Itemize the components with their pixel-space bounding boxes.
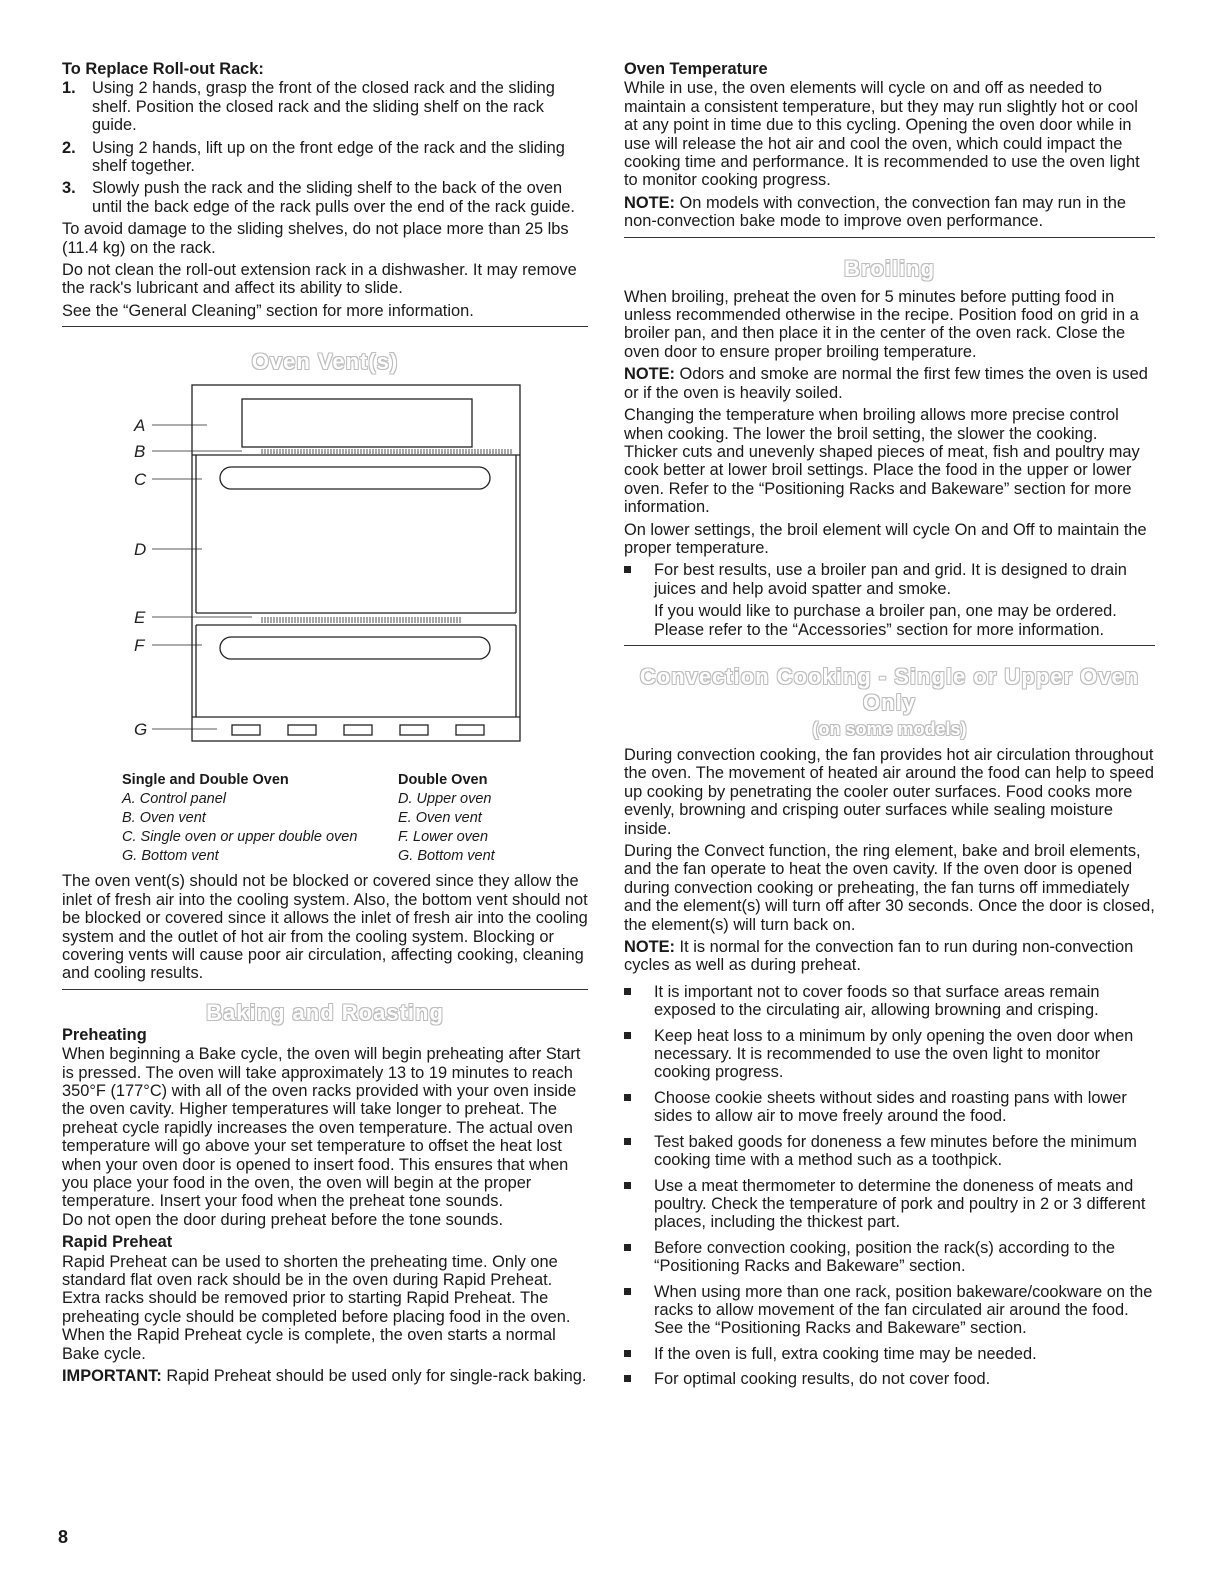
list-item — [624, 561, 1155, 598]
legend-item: A. Control panel — [122, 791, 226, 808]
broiling-note — [624, 365, 1155, 402]
bullet-text: When using more than one rack, position bakeware/cookware on the racks to allow movement of the fan circulated air around the food. See the “Positioning Racks and Bakeware” section. — [654, 1282, 1153, 1338]
legend-column-double — [398, 771, 588, 866]
broiling-temperature-paragraph: Changing the temperature when broiling allows more precise control when cooking. The lower the broil setting, the slower the cooking. Thicker cuts and unevenly shaped pieces of meat, fish and poultry may cook better at lower broil settings. Place the food in the upper or lower oven. Refer to the “Positioning Racks and Bakeware” section for more information. — [624, 406, 1140, 517]
legend-item: E. Oven vent — [398, 810, 482, 827]
bullet-square-icon — [624, 1094, 631, 1101]
list-item — [624, 983, 1155, 1020]
note-label: NOTE: — [624, 938, 675, 957]
step-number: 1. — [62, 79, 76, 98]
left-column — [62, 60, 588, 1389]
bullet-square-icon — [624, 988, 631, 995]
step-item — [62, 139, 588, 176]
replace-rack-heading: To Replace Roll-out Rack: — [62, 60, 264, 78]
step-number: 3. — [62, 179, 76, 198]
diagram-label-b: B — [134, 442, 146, 462]
diagram-label-e: E — [134, 608, 146, 628]
divider — [624, 645, 1155, 646]
legend-column-single-double — [122, 771, 398, 866]
convection-paragraph: During convection cooking, the fan provides hot air circulation throughout the oven. The movement of heated air around the food can help to speed up cooking by penetrating the cooler outer surfaces. Food cooks more evenly, browning and crisping outer surfaces while sealing moisture inside. — [624, 745, 1155, 838]
broiling-bullets — [624, 561, 1155, 598]
oven-diagram-svg — [62, 381, 588, 771]
replace-rack-steps — [62, 79, 588, 216]
middle-oven-vent — [262, 617, 460, 623]
convection-subtitle: (on some models) — [812, 718, 967, 739]
see-cleaning-paragraph: See the “General Cleaning” section for more information. — [62, 301, 474, 320]
upper-oven-vent — [262, 449, 511, 454]
legend-heading: Single and Double Oven — [122, 772, 289, 789]
note-label: NOTE: — [624, 193, 675, 212]
step-item — [62, 179, 588, 216]
oven-vents-title: Oven Vent(s) — [251, 349, 399, 375]
rapid-preheat-paragraph: Rapid Preheat can be used to shorten the preheating time. Only one standard flat oven rack should be in the oven during Rapid Preheat. Extra racks should be removed prior to starting Rapid Preheat. The preheating cycle should be completed before placing food in the oven. When the Rapid Preheat cycle is complete, the oven starts a normal Bake cycle. — [62, 1252, 571, 1363]
divider — [62, 326, 588, 327]
bullet-square-icon — [624, 566, 631, 573]
diagram-legend — [62, 771, 588, 866]
bullet-text: Choose cookie sheets without sides and roasting pans with lower sides to allow air to move freely around the food. — [654, 1088, 1127, 1126]
bullet-text: It is important not to cover foods so that surface areas remain exposed to the circulating air, allowing browning and crisping. — [654, 982, 1100, 1020]
preheating-heading: Preheating — [62, 1025, 147, 1044]
convect-function-paragraph: During the Convect function, the ring element, bake and broil elements, and the fan operate to heat the oven cavity. If the oven door is opened during convection cooking or preheating, the fan turns off immediately and the element(s) will turn off after 30 seconds. Once the door is closed, the element(s) will turn back on. — [624, 842, 1155, 934]
diagram-label-c: C — [134, 470, 147, 490]
list-item — [624, 1177, 1155, 1232]
legend-item: G. Bottom vent — [398, 848, 495, 865]
oven-temperature-paragraph: While in use, the oven elements will cycle on and off as needed to maintain a consistent temperature, but they may run slightly hot or cool at any point in time due to this cycling. Opening the oven door while in use will release the hot air and cool the oven, which could impact the cooking time and performance. It is recommended to use the oven light to monitor cooking progress. — [624, 79, 1140, 190]
convection-note — [624, 938, 1155, 975]
control-panel-display — [242, 399, 472, 447]
list-item — [624, 1370, 1155, 1388]
dishwasher-paragraph: Do not clean the roll-out extension rack in a dishwasher. It may remove the rack's lubricant and affect its ability to slide. — [62, 261, 577, 298]
step-number: 2. — [62, 138, 76, 157]
bullet-square-icon — [624, 1288, 631, 1295]
baking-roasting-title: Baking and Roasting — [206, 999, 444, 1025]
divider — [62, 989, 588, 990]
step-text: Using 2 hands, grasp the front of the closed rack and the sliding shelf. Position the closed rack and the sliding shelf on the rack guide. — [92, 79, 555, 135]
oven-body — [192, 385, 520, 741]
bullet-square-icon — [624, 1375, 631, 1382]
step-item — [62, 79, 588, 134]
upper-oven-handle — [220, 467, 490, 489]
list-item — [624, 1345, 1155, 1363]
diagram-label-a: A — [134, 416, 146, 436]
bullet-text: Keep heat loss to a minimum by only opening the oven door when necessary. It is recommended to use the oven light to monitor cooking progress. — [654, 1026, 1134, 1082]
broiler-pan-paragraph: If you would like to purchase a broiler pan, one may be ordered. Please refer to the “Accessories” section for more information. — [654, 602, 1117, 639]
preheating-paragraph: When beginning a Bake cycle, the oven will begin preheating after Start is pressed. The oven will take approximately 13 to 19 minutes to reach 350°F (177°C) with all of the oven racks provided with your oven inside the oven cavity. Higher temperatures will take longer to preheat. The preheat cycle rapidly increases the oven temperature. The actual oven temperature will go above your set temperature to offset the heat lost when your oven door is opened to insert food. This ensures that when you place your food in the oven, the oven will begin at the proper temperature. Insert your food when the preheat tone sounds. — [62, 1045, 581, 1211]
diagram-label-f: F — [134, 636, 145, 656]
list-item — [624, 1089, 1155, 1126]
page-number: 8 — [58, 1527, 69, 1547]
bullet-text: For optimal cooking results, do not cover food. — [654, 1370, 991, 1389]
bullet-text: If the oven is full, extra cooking time may be needed. — [654, 1344, 1037, 1363]
oven-temperature-heading: Oven Temperature — [624, 60, 768, 78]
list-item — [624, 1239, 1155, 1276]
note-text: Odors and smoke are normal the first few times the oven is used or if the oven is heavily soiled. — [624, 365, 1148, 402]
legend-heading: Double Oven — [398, 772, 488, 789]
diagram-label-d: D — [134, 540, 147, 560]
note-text: On models with convection, the convection fan may run in the non-convection bake mode to improve oven performance. — [624, 193, 1126, 231]
right-column — [624, 60, 1155, 1396]
convection-bullets — [624, 983, 1155, 1389]
lower-oven-handle — [220, 637, 490, 659]
bullet-text: Before convection cooking, position the rack(s) according to the “Positioning Racks and Bakeware” section. — [654, 1238, 1116, 1276]
list-item — [624, 1133, 1155, 1170]
diagram-label-g: G — [134, 720, 148, 740]
rapid-preheat-heading: Rapid Preheat — [62, 1233, 173, 1252]
legend-item: C. Single oven or upper double oven — [122, 829, 358, 846]
preheating-door-paragraph: Do not open the door during preheat before the tone sounds. — [62, 1210, 504, 1229]
legend-item: B. Oven vent — [122, 810, 206, 827]
bullet-square-icon — [624, 1350, 631, 1357]
legend-item: F. Lower oven — [398, 829, 489, 846]
bullet-square-icon — [624, 1244, 631, 1251]
bullet-text: Use a meat thermometer to determine the doneness of meats and poultry. Check the temperature of pork and poultry in 2 or 3 different places, including the thickest part. — [654, 1176, 1146, 1232]
note-text: It is normal for the convection fan to run during non-convection cycles as well as during preheat. — [624, 938, 1134, 975]
broiling-title: Broiling — [843, 255, 936, 281]
temperature-note — [624, 194, 1155, 231]
bullet-square-icon — [624, 1032, 631, 1039]
legend-item: G. Bottom vent — [122, 848, 219, 865]
bullet-square-icon — [624, 1138, 631, 1145]
list-item — [624, 1027, 1155, 1082]
step-text: Slowly push the rack and the sliding shelf to the back of the oven until the back edge of the rack pulls over the end of the rack guide. — [92, 179, 575, 216]
bottom-vent-slot — [232, 725, 260, 735]
legend-item: D. Upper oven — [398, 791, 492, 808]
bottom-vent-slot — [344, 725, 372, 735]
note-label: NOTE: — [624, 365, 675, 384]
damage-paragraph: To avoid damage to the sliding shelves, do not place more than 25 lbs (11.4 kg) on the rack. — [62, 220, 569, 257]
oven-diagram — [62, 381, 588, 771]
important-paragraph — [62, 1367, 588, 1385]
bottom-vent-slot — [456, 725, 484, 735]
important-text: Rapid Preheat should be used only for single-rack baking. — [161, 1367, 587, 1386]
bullet-square-icon — [624, 1182, 631, 1189]
list-item — [624, 1283, 1155, 1338]
divider — [624, 237, 1155, 238]
broiling-paragraph: When broiling, preheat the oven for 5 minutes before putting food in unless recommended otherwise in the recipe. Position food on grid in a broiler pan, and then place it in the center of the oven rack. Close the oven door to ensure proper broiling temperature. — [624, 287, 1139, 361]
convection-title: Convection Cooking - Single or Upper Oven Only — [639, 663, 1140, 715]
vents-paragraph: The oven vent(s) should not be blocked or covered since they allow the inlet of fresh air into the cooling system. Also, the bottom vent should not be blocked or covered since it allows the inlet of fresh air into the cooling system and the outlet of hot air from the cooling system. Blocking or covering vents will cause poor air circulation, affecting cooking, cleaning and cooling results. — [62, 872, 588, 983]
bottom-vent-slot — [400, 725, 428, 735]
broiling-lower-settings-paragraph: On lower settings, the broil element will cycle On and Off to maintain the proper temperature. — [624, 520, 1147, 557]
bottom-vent-slot — [288, 725, 316, 735]
bullet-text: Test baked goods for doneness a few minutes before the minimum cooking time with a method such as a toothpick. — [654, 1132, 1137, 1170]
step-text: Using 2 hands, lift up on the front edge of the rack and the sliding shelf together. — [92, 138, 565, 176]
important-label: IMPORTANT: — [62, 1367, 162, 1386]
bullet-text: For best results, use a broiler pan and grid. It is designed to drain juices and help avoid spatter and smoke. — [654, 561, 1127, 598]
